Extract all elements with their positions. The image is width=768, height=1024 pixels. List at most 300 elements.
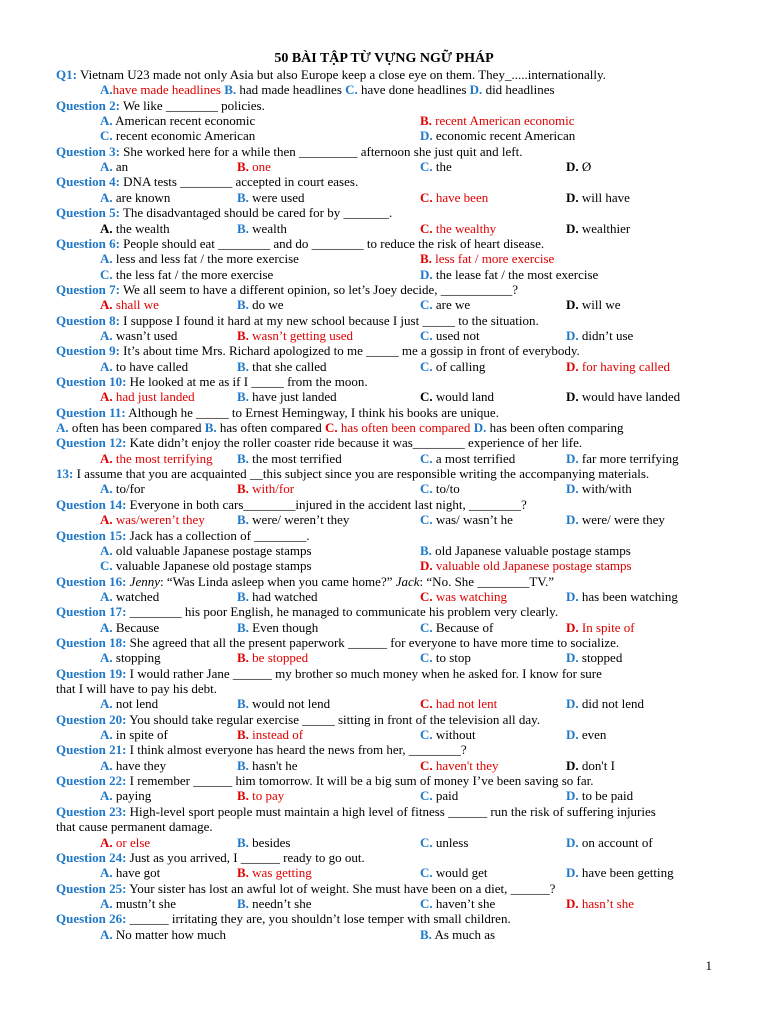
text-run: with/with: [578, 481, 632, 497]
text-run: did headlines: [482, 82, 555, 98]
option-letter: A.: [100, 757, 113, 773]
answer-option: [420, 896, 495, 911]
answer-option: [420, 221, 496, 236]
text-run: : “No. She ________TV.”: [419, 573, 554, 589]
text-line: [56, 466, 649, 481]
text-run: an: [112, 159, 129, 175]
option-letter: A.: [100, 389, 113, 405]
text-run: People should eat ________ and do ________ to reduce the risk of heart disease.: [123, 235, 545, 251]
text-run: High-level sport people must maintain a high level of fitness ______ run the risk of suffering injuries: [129, 803, 656, 819]
answer-option: [420, 589, 507, 604]
option-letter: B.: [237, 450, 249, 466]
option-letter: B.: [237, 327, 249, 343]
text-run: valuable Japanese old postage stamps: [112, 558, 312, 574]
text-run: He looked at me as if I _____ from the moon.: [129, 374, 368, 389]
answer-option: [420, 758, 499, 773]
option-letter: D.: [566, 834, 579, 850]
answer-option: [100, 758, 166, 773]
option-letter: B.: [237, 512, 249, 528]
question-number: Question 15:: [56, 527, 127, 543]
text-run: haven’t she: [432, 895, 496, 911]
answer-option: [237, 389, 337, 404]
answer-option: [420, 267, 598, 282]
answer-option: [237, 620, 318, 635]
text-run: did not lend: [578, 696, 644, 712]
option-letter: A.: [100, 619, 113, 635]
option-letter: D.: [566, 588, 579, 604]
text-run: paid: [432, 788, 459, 804]
question-number: Question 12:: [56, 435, 127, 451]
text-run: economic recent American: [432, 128, 576, 144]
answer-option: [420, 788, 458, 803]
text-run: Because: [112, 619, 160, 635]
option-letter: A.: [100, 895, 113, 911]
text-run: instead of: [248, 727, 304, 743]
answer-option: [566, 865, 674, 880]
question-number: Question 7:: [56, 281, 120, 297]
answer-option: [237, 788, 284, 803]
option-letter: D.: [566, 619, 579, 635]
text-run: one: [248, 159, 271, 175]
text-run: I would rather Jane ______ my brother so much money when he asked for. I know for sure: [129, 665, 602, 681]
text-run: Jack has a collection of ________.: [129, 527, 310, 543]
answer-option: [100, 267, 273, 282]
text-run: not lend: [112, 696, 159, 712]
text-run: less and less fat / the more exercise: [112, 251, 299, 267]
text-run: the most terrified: [248, 450, 342, 466]
answer-option: [566, 620, 635, 635]
text-run: had not lent: [432, 696, 498, 712]
text-run: of calling: [432, 358, 486, 374]
answer-option: [100, 788, 151, 803]
option-letter: D.: [566, 895, 579, 911]
answer-option: [100, 865, 160, 880]
answer-option: [566, 835, 653, 850]
text-run: have made headlines: [112, 82, 225, 98]
answer-option: [420, 696, 497, 711]
option-letter: B.: [237, 189, 249, 205]
text-run: to/for: [112, 481, 145, 497]
answer-option: [420, 389, 494, 404]
option-letter: C.: [100, 128, 113, 144]
text-run: wasn’t used: [112, 327, 178, 343]
answer-option: [100, 128, 255, 143]
text-line: [56, 144, 522, 159]
option-letter: B.: [237, 757, 249, 773]
text-run: are we: [432, 297, 471, 313]
text-run: will we: [578, 297, 621, 313]
option-letter: D.: [473, 420, 487, 436]
answer-option: [100, 481, 145, 496]
text-line: [56, 712, 540, 727]
text-run: the wealth: [112, 220, 170, 236]
text-line: [56, 604, 558, 619]
answer-option: [566, 727, 606, 742]
text-line: [56, 804, 656, 819]
text-run: Everyone in both cars________injured in the accident last night, ________?: [129, 496, 527, 512]
answer-option: [100, 190, 170, 205]
text-run: have been: [432, 189, 489, 205]
text-run: far more terrifying: [578, 450, 679, 466]
answer-option: [237, 896, 312, 911]
question-number: Question 2:: [56, 97, 120, 113]
text-run: : “Was Linda asleep when you came home?”: [159, 573, 396, 589]
text-run: even: [578, 727, 607, 743]
answer-option: [420, 451, 515, 466]
question-number: Question 6:: [56, 235, 120, 251]
option-letter: C.: [324, 420, 338, 436]
answer-option: [100, 82, 555, 97]
text-run: to stop: [432, 650, 471, 666]
answer-option: [237, 835, 290, 850]
text-run: Vietnam U23 made not only Asia but also Europe keep a close eye on them. They_.....internationally.: [79, 67, 606, 82]
option-letter: A.: [100, 450, 113, 466]
question-number: Question 20:: [56, 711, 127, 727]
answer-option: [566, 328, 633, 343]
question-number: Question 26:: [56, 911, 127, 927]
text-line: [56, 773, 593, 788]
text-run: used not: [432, 327, 480, 343]
text-run: to/to: [432, 481, 460, 497]
text-line: [56, 313, 539, 328]
answer-option: [237, 159, 271, 174]
text-run: would not lend: [248, 696, 331, 712]
answer-option: [100, 650, 161, 665]
text-line: [56, 236, 544, 251]
answer-option: [237, 190, 305, 205]
option-letter: A.: [100, 588, 113, 604]
question-number: Question 19:: [56, 665, 127, 681]
text-run: In spite of: [578, 619, 635, 635]
option-letter: A.: [100, 189, 113, 205]
text-line: [56, 98, 265, 113]
answer-option: [237, 758, 297, 773]
text-run: Just as you arrived, I ______ ready to go out.: [129, 849, 365, 865]
option-letter: C.: [100, 266, 113, 282]
text-run: often has been compared: [68, 420, 205, 436]
option-letter: A.: [100, 696, 113, 712]
answer-option: [566, 788, 633, 803]
option-letter: B.: [420, 251, 432, 267]
option-letter: A.: [100, 113, 113, 129]
answer-option: [420, 481, 460, 496]
text-run: had watched: [248, 588, 318, 604]
option-letter: B.: [420, 542, 432, 558]
answer-option: [420, 543, 631, 558]
option-letter: D.: [566, 327, 579, 343]
option-letter: B.: [237, 834, 249, 850]
text-line: [56, 819, 213, 834]
option-letter: C.: [420, 297, 433, 313]
option-letter: B.: [237, 358, 249, 374]
text-run: do we: [248, 297, 284, 313]
option-letter: C.: [420, 619, 433, 635]
answer-option: [237, 727, 303, 742]
text-run: Jack: [395, 573, 420, 589]
text-run: don't I: [578, 757, 615, 773]
text-run: were/ were they: [578, 512, 665, 528]
option-letter: A.: [100, 926, 113, 942]
question-number: Question 21:: [56, 742, 127, 758]
text-line: [56, 881, 555, 896]
text-run: It’s about time Mrs. Richard apologized to me _____ me a gossip in front of everybody.: [123, 343, 580, 359]
answer-option: [100, 451, 213, 466]
option-letter: A.: [100, 512, 113, 528]
text-run: have they: [112, 757, 167, 773]
option-letter: A.: [100, 251, 113, 267]
text-run: Your sister has lost an awful lot of weight. She must have been on a diet, ______?: [129, 880, 556, 896]
option-letter: A.: [100, 650, 113, 666]
text-run: have just landed: [248, 389, 337, 405]
option-letter: C.: [100, 558, 113, 574]
text-run: haven't they: [432, 757, 499, 773]
text-run: Because of: [432, 619, 494, 635]
option-letter: D.: [566, 650, 579, 666]
text-run: has been often comparing: [486, 420, 624, 436]
text-run: ________ his poor English, he managed to communicate his problem very clearly.: [129, 604, 559, 620]
text-run: are known: [112, 189, 171, 205]
option-letter: C.: [420, 696, 433, 712]
text-run: that I will have to pay his debt.: [56, 681, 218, 696]
answer-option: [100, 620, 159, 635]
text-line: [56, 435, 582, 450]
option-letter: A.: [56, 420, 69, 436]
text-run: I think almost everyone has heard the news from her, ________?: [129, 742, 467, 758]
option-letter: B.: [204, 420, 217, 436]
answer-option: [237, 696, 330, 711]
text-run: have been getting: [578, 865, 674, 881]
question-number: Question 14:: [56, 496, 127, 512]
text-run: watched: [112, 588, 160, 604]
text-run: Even though: [248, 619, 319, 635]
option-letter: C.: [420, 389, 433, 405]
text-run: to pay: [248, 788, 285, 804]
text-run: has been watching: [578, 588, 678, 604]
answer-option: [420, 159, 452, 174]
option-letter: A.: [100, 542, 113, 558]
text-run: The disadvantaged should be cared for by _______.: [122, 205, 393, 221]
text-run: recent American economic: [431, 113, 575, 129]
option-letter: B.: [237, 297, 249, 313]
text-run: the lease fat / the most exercise: [432, 266, 599, 282]
text-line: [56, 681, 217, 696]
answer-option: [100, 589, 159, 604]
question-number: Question 4:: [56, 174, 120, 190]
option-letter: A.: [100, 834, 113, 850]
option-letter: B.: [420, 926, 432, 942]
option-letter: C.: [420, 865, 433, 881]
text-run: unless: [432, 834, 469, 850]
option-letter: B.: [237, 588, 249, 604]
text-run: that she called: [248, 358, 327, 374]
option-letter: C.: [420, 481, 433, 497]
answer-option: [566, 190, 630, 205]
answer-option: [420, 927, 495, 942]
question-number: Question 24:: [56, 849, 127, 865]
text-line: [56, 911, 511, 926]
option-letter: A.: [100, 727, 113, 743]
text-run: without: [432, 727, 476, 743]
answer-option: [566, 159, 591, 174]
text-run: would get: [432, 865, 488, 881]
answer-option: [566, 359, 670, 374]
text-run: would have landed: [578, 389, 681, 405]
answer-option: [100, 221, 170, 236]
answer-option: [100, 328, 177, 343]
answer-option: [100, 159, 128, 174]
answer-option: [566, 389, 680, 404]
text-run: a most terrified: [432, 450, 516, 466]
text-run: Jenny: [129, 573, 160, 589]
option-letter: B.: [237, 865, 249, 881]
answer-option: [100, 251, 299, 266]
text-run: DNA tests ________ accepted in court eases.: [123, 174, 359, 190]
answer-option: [100, 727, 168, 742]
text-line: [56, 205, 392, 220]
answer-option: [100, 543, 312, 558]
text-run: had made headlines: [236, 82, 346, 98]
option-letter: B.: [237, 220, 249, 236]
option-letter: C.: [420, 327, 433, 343]
text-run: I remember ______ him tomorrow. It will be a big sum of money I’ve been saving so far.: [129, 773, 594, 789]
text-line: [56, 574, 554, 589]
question-number: Question 8:: [56, 312, 120, 328]
option-letter: D.: [566, 788, 579, 804]
answer-option: [566, 512, 665, 527]
option-letter: B.: [420, 113, 432, 129]
option-letter: D.: [420, 128, 433, 144]
question-number: 13:: [56, 466, 74, 482]
option-letter: B.: [237, 650, 249, 666]
option-letter: D.: [566, 481, 579, 497]
answer-option: [420, 620, 493, 635]
answer-option: [100, 389, 195, 404]
option-letter: C.: [420, 159, 433, 175]
text-line: [56, 742, 467, 757]
text-run: We like ________ policies.: [122, 97, 265, 113]
option-letter: D.: [566, 389, 579, 405]
text-run: has often compared: [216, 420, 325, 436]
text-line: [56, 420, 624, 435]
answer-option: [420, 297, 470, 312]
text-run: wasn’t getting used: [248, 327, 354, 343]
question-number: Question 17:: [56, 604, 127, 620]
text-run: the most terrifying: [112, 450, 213, 466]
option-letter: A.: [100, 865, 113, 881]
answer-option: [420, 328, 480, 343]
text-line: [56, 497, 527, 512]
option-letter: D.: [566, 727, 579, 743]
answer-option: [100, 558, 312, 573]
text-run: will have: [578, 189, 630, 205]
answer-option: [566, 451, 679, 466]
answer-option: [566, 221, 630, 236]
text-run: besides: [248, 834, 291, 850]
option-letter: D.: [566, 189, 579, 205]
option-letter: C.: [420, 512, 433, 528]
answer-option: [237, 650, 308, 665]
option-letter: A.: [100, 327, 113, 343]
question-number: Question 10:: [56, 374, 127, 389]
answer-option: [100, 696, 158, 711]
question-number: Question 25:: [56, 880, 127, 896]
text-run: recent economic American: [112, 128, 256, 144]
text-run: mustn’t she: [112, 895, 176, 911]
text-run: or else: [112, 834, 151, 850]
text-run: be stopped: [248, 650, 309, 666]
text-run: that cause permanent damage.: [56, 819, 213, 835]
option-letter: C.: [420, 650, 433, 666]
option-letter: C.: [420, 588, 433, 604]
question-number: Question 3:: [56, 143, 120, 159]
text-line: [56, 343, 580, 358]
text-line: [56, 374, 368, 389]
answer-option: [237, 328, 353, 343]
option-letter: D.: [566, 159, 579, 175]
text-run: the: [432, 159, 452, 175]
text-run: stopping: [112, 650, 161, 666]
answer-option: [100, 896, 176, 911]
answer-option: [237, 481, 294, 496]
option-letter: A.: [100, 159, 113, 175]
option-letter: C.: [420, 727, 433, 743]
option-letter: D.: [566, 220, 579, 236]
text-line: [56, 666, 602, 681]
text-line: [56, 282, 518, 297]
question-number: Question 18:: [56, 634, 127, 650]
text-run: Kate didn’t enjoy the roller coaster ride because it was________ experience of her life.: [129, 435, 583, 451]
answer-option: [420, 190, 488, 205]
answer-option: [566, 696, 644, 711]
option-letter: D.: [566, 358, 579, 374]
text-run: was/weren’t they: [112, 512, 205, 528]
option-letter: B.: [237, 159, 249, 175]
text-run: hasn’t she: [578, 895, 635, 911]
text-run: I assume that you are acquainted __this subject since you are responsible writing the accompanying materials.: [76, 466, 650, 482]
text-run: We all seem to have a different opinion, so let’s Joey decide, ___________?: [122, 281, 519, 297]
text-line: [56, 405, 499, 420]
text-run: have got: [112, 865, 161, 881]
option-letter: B.: [237, 696, 249, 712]
question-number: Question 22:: [56, 773, 127, 789]
text-run: were/ weren’t they: [248, 512, 350, 528]
text-run: in spite of: [112, 727, 168, 743]
text-run: to have called: [112, 358, 189, 374]
question-number: Question 5:: [56, 205, 120, 221]
answer-option: [237, 297, 284, 312]
answer-option: [100, 835, 150, 850]
answer-option: [100, 927, 226, 942]
option-letter: C.: [420, 220, 433, 236]
text-run: with/for: [248, 481, 295, 497]
question-number: Question 16:: [56, 573, 127, 589]
option-letter: C.: [420, 788, 433, 804]
text-line: [56, 850, 365, 865]
answer-option: [100, 113, 255, 128]
answer-option: [566, 297, 621, 312]
text-run: wealthier: [578, 220, 631, 236]
option-letter: D.: [566, 696, 579, 712]
option-letter: C.: [420, 358, 433, 374]
text-run: had just landed: [112, 389, 195, 405]
answer-option: [100, 512, 205, 527]
question-number: Question 9:: [56, 343, 120, 359]
text-run: valuable old Japanese postage stamps: [432, 558, 632, 574]
text-run: was getting: [248, 865, 312, 881]
text-run: to be paid: [578, 788, 634, 804]
option-letter: B.: [237, 619, 249, 635]
answer-option: [100, 359, 188, 374]
